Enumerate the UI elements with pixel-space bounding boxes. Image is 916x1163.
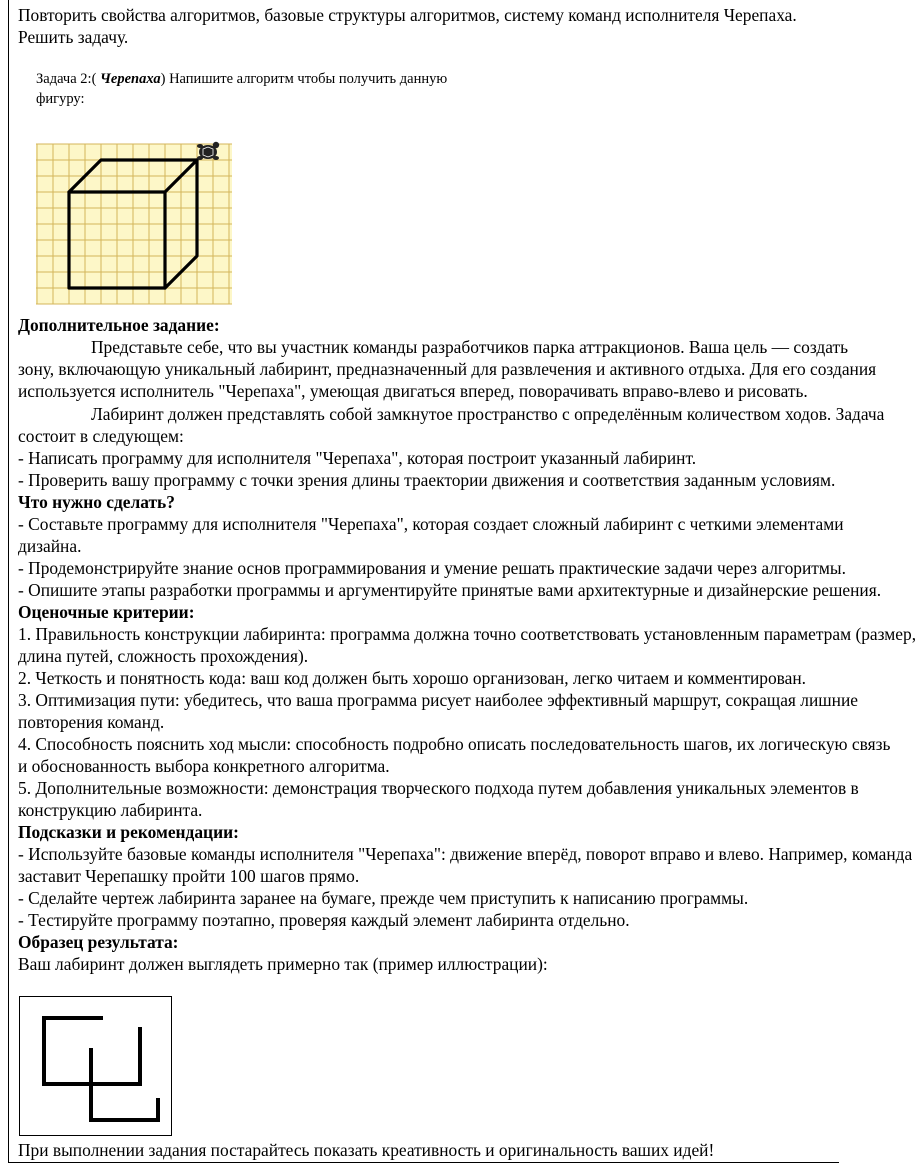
maze-illustration xyxy=(19,996,172,1136)
task2-line-2: фигуру: xyxy=(36,91,85,107)
todo-line-4: - Опишите этапы разработки программы и аргументируйте принятые вами архитектурные и дизайнерские решения. xyxy=(18,580,882,600)
criteria-line-1: 1. Правильность конструкции лабиринта: программа должна точно соответствовать установленным параметрам (размер, xyxy=(18,624,916,644)
sample-heading: Образец результата: xyxy=(18,932,179,952)
extra-item-1: - Написать программу для исполнителя "Черепаха", которая построит указанный лабиринт. xyxy=(18,448,697,468)
criteria-heading: Оценочные критерии: xyxy=(18,602,195,622)
criteria-line-3: 2. Четкость и понятность кода: ваш код должен быть хорошо организован, легко читаем и комментирован. xyxy=(18,668,807,688)
hints-heading: Подсказки и рекомендации: xyxy=(18,822,239,842)
extra-p1-line-2: зону, включающую уникальный лабиринт, предназначенный для развлечения и активного отдыха. Для его создания xyxy=(18,359,877,379)
extra-p1-line-3: используется исполнитель "Черепаха", умеющая двигаться вперед, поворачивать вправо-влево и рисовать. xyxy=(18,381,808,401)
intro-line-1: Повторить свойства алгоритмов, базовые структуры алгоритмов, систему команд исполнителя Черепаха. xyxy=(18,5,797,25)
hints-line-3: - Сделайте чертеж лабиринта заранее на бумаге, прежде чем приступить к написанию программы. xyxy=(18,888,749,908)
task2-prefix: Задача 2:( xyxy=(36,71,101,87)
extra-p1-line-1: Представьте себе, что вы участник команды разработчиков парка аттракционов. Ваша цель — создать xyxy=(91,337,849,357)
criteria-line-2: длина путей, сложность прохождения). xyxy=(18,646,309,666)
extra-p2-line-2: состоит в следующем: xyxy=(18,426,184,446)
extra-p2-line-1: Лабиринт должен представлять собой замкнутое пространство с определённым количеством ходов. Задача xyxy=(91,404,885,424)
hints-line-2: заставит Черепашку пройти 100 шагов прямо. xyxy=(18,866,360,886)
closing-text: При выполнении задания постарайтесь показать креативность и оригинальность ваших идей! xyxy=(18,1140,715,1160)
todo-heading: Что нужно сделать? xyxy=(18,492,175,512)
cube-figure xyxy=(36,140,232,306)
task2-title xyxy=(36,71,447,88)
hints-line-4: - Тестируйте программу поэтапно, проверяя каждый элемент лабиринта отдельно. xyxy=(18,910,630,930)
todo-line-1: - Составьте программу для исполнителя "Черепаха", которая создает сложный лабиринт с четкими элементами xyxy=(18,514,844,534)
hints-line-1: - Используйте базовые команды исполнителя "Черепаха": движение вперёд, поворот вправо и влево. Например, команда xyxy=(18,844,913,864)
criteria-line-8: 5. Дополнительные возможности: демонстрация творческого подхода путем добавления уникальных элементов в xyxy=(18,778,859,798)
criteria-line-5: повторения команд. xyxy=(18,712,165,732)
task2-executor: Черепаха xyxy=(100,71,161,87)
extra-item-2: - Проверить вашу программу с точки зрения длины траектории движения и соответствия заданным условиям. xyxy=(18,470,836,490)
task2-suffix: ) Напишите алгоритм чтобы получить данную xyxy=(160,71,448,87)
criteria-line-4: 3. Оптимизация пути: убедитесь, что ваша программа рисует наиболее эффективный маршрут, сокращая лишние xyxy=(18,690,858,710)
criteria-line-6: 4. Способность пояснить ход мысли: способность подробно описать последовательность шагов, их логическую связь xyxy=(18,734,891,754)
sample-text: Ваш лабиринт должен выглядеть примерно так (пример иллюстрации): xyxy=(18,954,548,974)
extra-heading: Дополнительное задание: xyxy=(18,315,220,335)
todo-line-3: - Продемонстрируйте знание основ программирования и умение решать практические задачи через алгоритмы. xyxy=(18,558,846,578)
criteria-line-9: конструкцию лабиринта. xyxy=(18,800,203,820)
intro-line-2: Решить задачу. xyxy=(18,27,129,47)
todo-line-2: дизайна. xyxy=(18,536,82,556)
criteria-line-7: и обоснованность выбора конкретного алгоритма. xyxy=(18,756,390,776)
